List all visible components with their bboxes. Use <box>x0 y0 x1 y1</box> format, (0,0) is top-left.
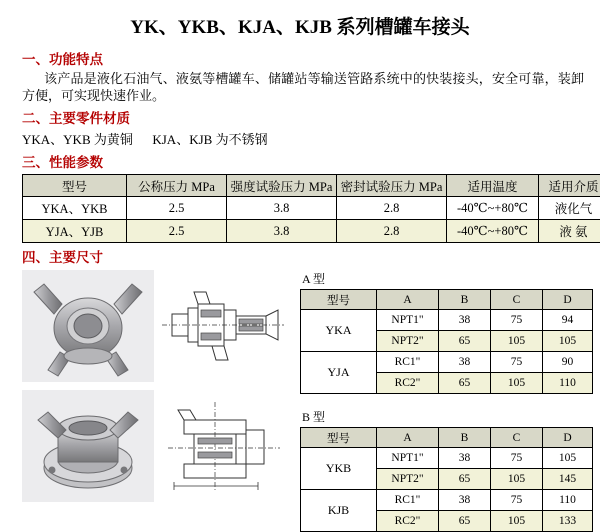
perf-r0-c0: YKA、YKB <box>23 197 127 220</box>
perf-r0-c5: 液化气 <box>539 197 600 220</box>
b-r0-c4: 105 <box>543 448 593 469</box>
table-row <box>23 197 600 220</box>
b-col-0: 型号 <box>301 428 377 448</box>
perf-col-2: 强度试验压力 MPa <box>227 175 337 197</box>
a-r1-c2: 65 <box>439 331 491 352</box>
performance-table <box>22 174 600 243</box>
b-r0-c3: 75 <box>491 448 543 469</box>
a-col-4: D <box>543 290 593 310</box>
a-col-2: B <box>439 290 491 310</box>
perf-col-4: 适用温度 <box>447 175 539 197</box>
b-r1-c4: 145 <box>543 469 593 490</box>
perf-r1-c0: YJA、YJB <box>23 220 127 243</box>
b-col-3: C <box>491 428 543 448</box>
perf-r1-c2: 3.8 <box>227 220 337 243</box>
a-r1-c3: 105 <box>491 331 543 352</box>
type-a-label: A 型 <box>302 270 592 287</box>
perf-col-1: 公称压力 MPa <box>127 175 227 197</box>
b-r1-c1: NPT2" <box>377 469 439 490</box>
perf-r1-c5: 液 氨 <box>539 220 600 243</box>
a-r2-c1: RC1" <box>377 352 439 373</box>
type-b-label: B 型 <box>302 408 592 425</box>
drawing-type-b <box>154 390 290 502</box>
a-r3-c2: 65 <box>439 373 491 394</box>
a-r2-c2: 38 <box>439 352 491 373</box>
a-r1-c1: NPT2" <box>377 331 439 352</box>
a-r0-c3: 75 <box>491 310 543 331</box>
b-r0-c1: NPT1" <box>377 448 439 469</box>
b-r3-c1: RC2" <box>377 511 439 532</box>
section-heading-performance: 三、性能参数 <box>22 151 588 171</box>
a-r3-c1: RC2" <box>377 373 439 394</box>
figures-column <box>22 270 290 502</box>
perf-r0-c1: 2.5 <box>127 197 227 220</box>
table-header-row <box>301 290 593 310</box>
a-r2-c4: 90 <box>543 352 593 373</box>
b-r3-c3: 105 <box>491 511 543 532</box>
b-r3-c2: 65 <box>439 511 491 532</box>
perf-col-3: 密封试验压力 MPa <box>337 175 447 197</box>
type-a-table <box>300 289 593 394</box>
a-r0-c1: NPT1" <box>377 310 439 331</box>
photo-type-b <box>22 390 154 502</box>
table-row <box>301 352 593 373</box>
perf-r0-c2: 3.8 <box>227 197 337 220</box>
b-r2-c4: 110 <box>543 490 593 511</box>
section-heading-material: 二、主要零件材质 <box>22 107 588 127</box>
page-title: YK、YKB、KJA、KJB 系列槽罐车接头 <box>12 0 588 45</box>
a-col-0: 型号 <box>301 290 377 310</box>
table-row <box>23 220 600 243</box>
b-r1-c2: 65 <box>439 469 491 490</box>
a-r3-c3: 105 <box>491 373 543 394</box>
section-heading-features: 一、功能特点 <box>22 48 588 68</box>
a-group-0: YKA <box>301 310 377 352</box>
a-col-3: C <box>491 290 543 310</box>
perf-col-0: 型号 <box>23 175 127 197</box>
type-b-block <box>300 408 592 532</box>
a-r0-c2: 38 <box>439 310 491 331</box>
features-body-text: 该产品是液化石油气、液氨等槽罐车、储罐站等输送管路系统中的快装接头，安全可靠，装卸方便，可实现快速作业。 <box>22 71 584 103</box>
a-r3-c4: 110 <box>543 373 593 394</box>
photo-type-a-graphic <box>22 270 154 382</box>
drawing-type-a-graphic <box>154 270 290 382</box>
photo-type-a <box>22 270 154 382</box>
b-r1-c3: 105 <box>491 469 543 490</box>
perf-r0-c3: 2.8 <box>337 197 447 220</box>
table-row <box>301 310 593 331</box>
b-group-0: YKB <box>301 448 377 490</box>
table-row <box>301 490 593 511</box>
photo-type-b-graphic <box>22 390 154 502</box>
table-row <box>301 448 593 469</box>
drawing-type-b-graphic <box>154 390 290 502</box>
b-r2-c1: RC1" <box>377 490 439 511</box>
figure-row-a <box>22 270 290 382</box>
drawing-type-a <box>154 270 290 382</box>
a-r1-c4: 105 <box>543 331 593 352</box>
b-col-1: A <box>377 428 439 448</box>
perf-r0-c4: -40℃~+80℃ <box>447 197 539 220</box>
figure-row-b <box>22 390 290 502</box>
material-line: YKA、YKB 为黄铜 KJA、KJB 为不锈钢 <box>22 129 588 148</box>
type-b-table <box>300 427 593 532</box>
b-col-4: D <box>543 428 593 448</box>
table-header-row <box>301 428 593 448</box>
table-header-row <box>23 175 600 197</box>
a-col-1: A <box>377 290 439 310</box>
b-col-2: B <box>439 428 491 448</box>
dimension-tables-column <box>300 270 592 532</box>
perf-r1-c4: -40℃~+80℃ <box>447 220 539 243</box>
b-r0-c2: 38 <box>439 448 491 469</box>
a-r2-c3: 75 <box>491 352 543 373</box>
a-r0-c4: 94 <box>543 310 593 331</box>
b-r2-c2: 38 <box>439 490 491 511</box>
perf-col-5: 适用介质 <box>539 175 600 197</box>
b-r2-c3: 75 <box>491 490 543 511</box>
perf-r1-c3: 2.8 <box>337 220 447 243</box>
features-body <box>22 70 584 104</box>
b-group-1: KJB <box>301 490 377 532</box>
perf-r1-c1: 2.5 <box>127 220 227 243</box>
b-r3-c4: 133 <box>543 511 593 532</box>
dimensions-section <box>12 270 588 510</box>
section-heading-dimensions: 四、主要尺寸 <box>22 246 588 266</box>
a-group-1: YJA <box>301 352 377 394</box>
